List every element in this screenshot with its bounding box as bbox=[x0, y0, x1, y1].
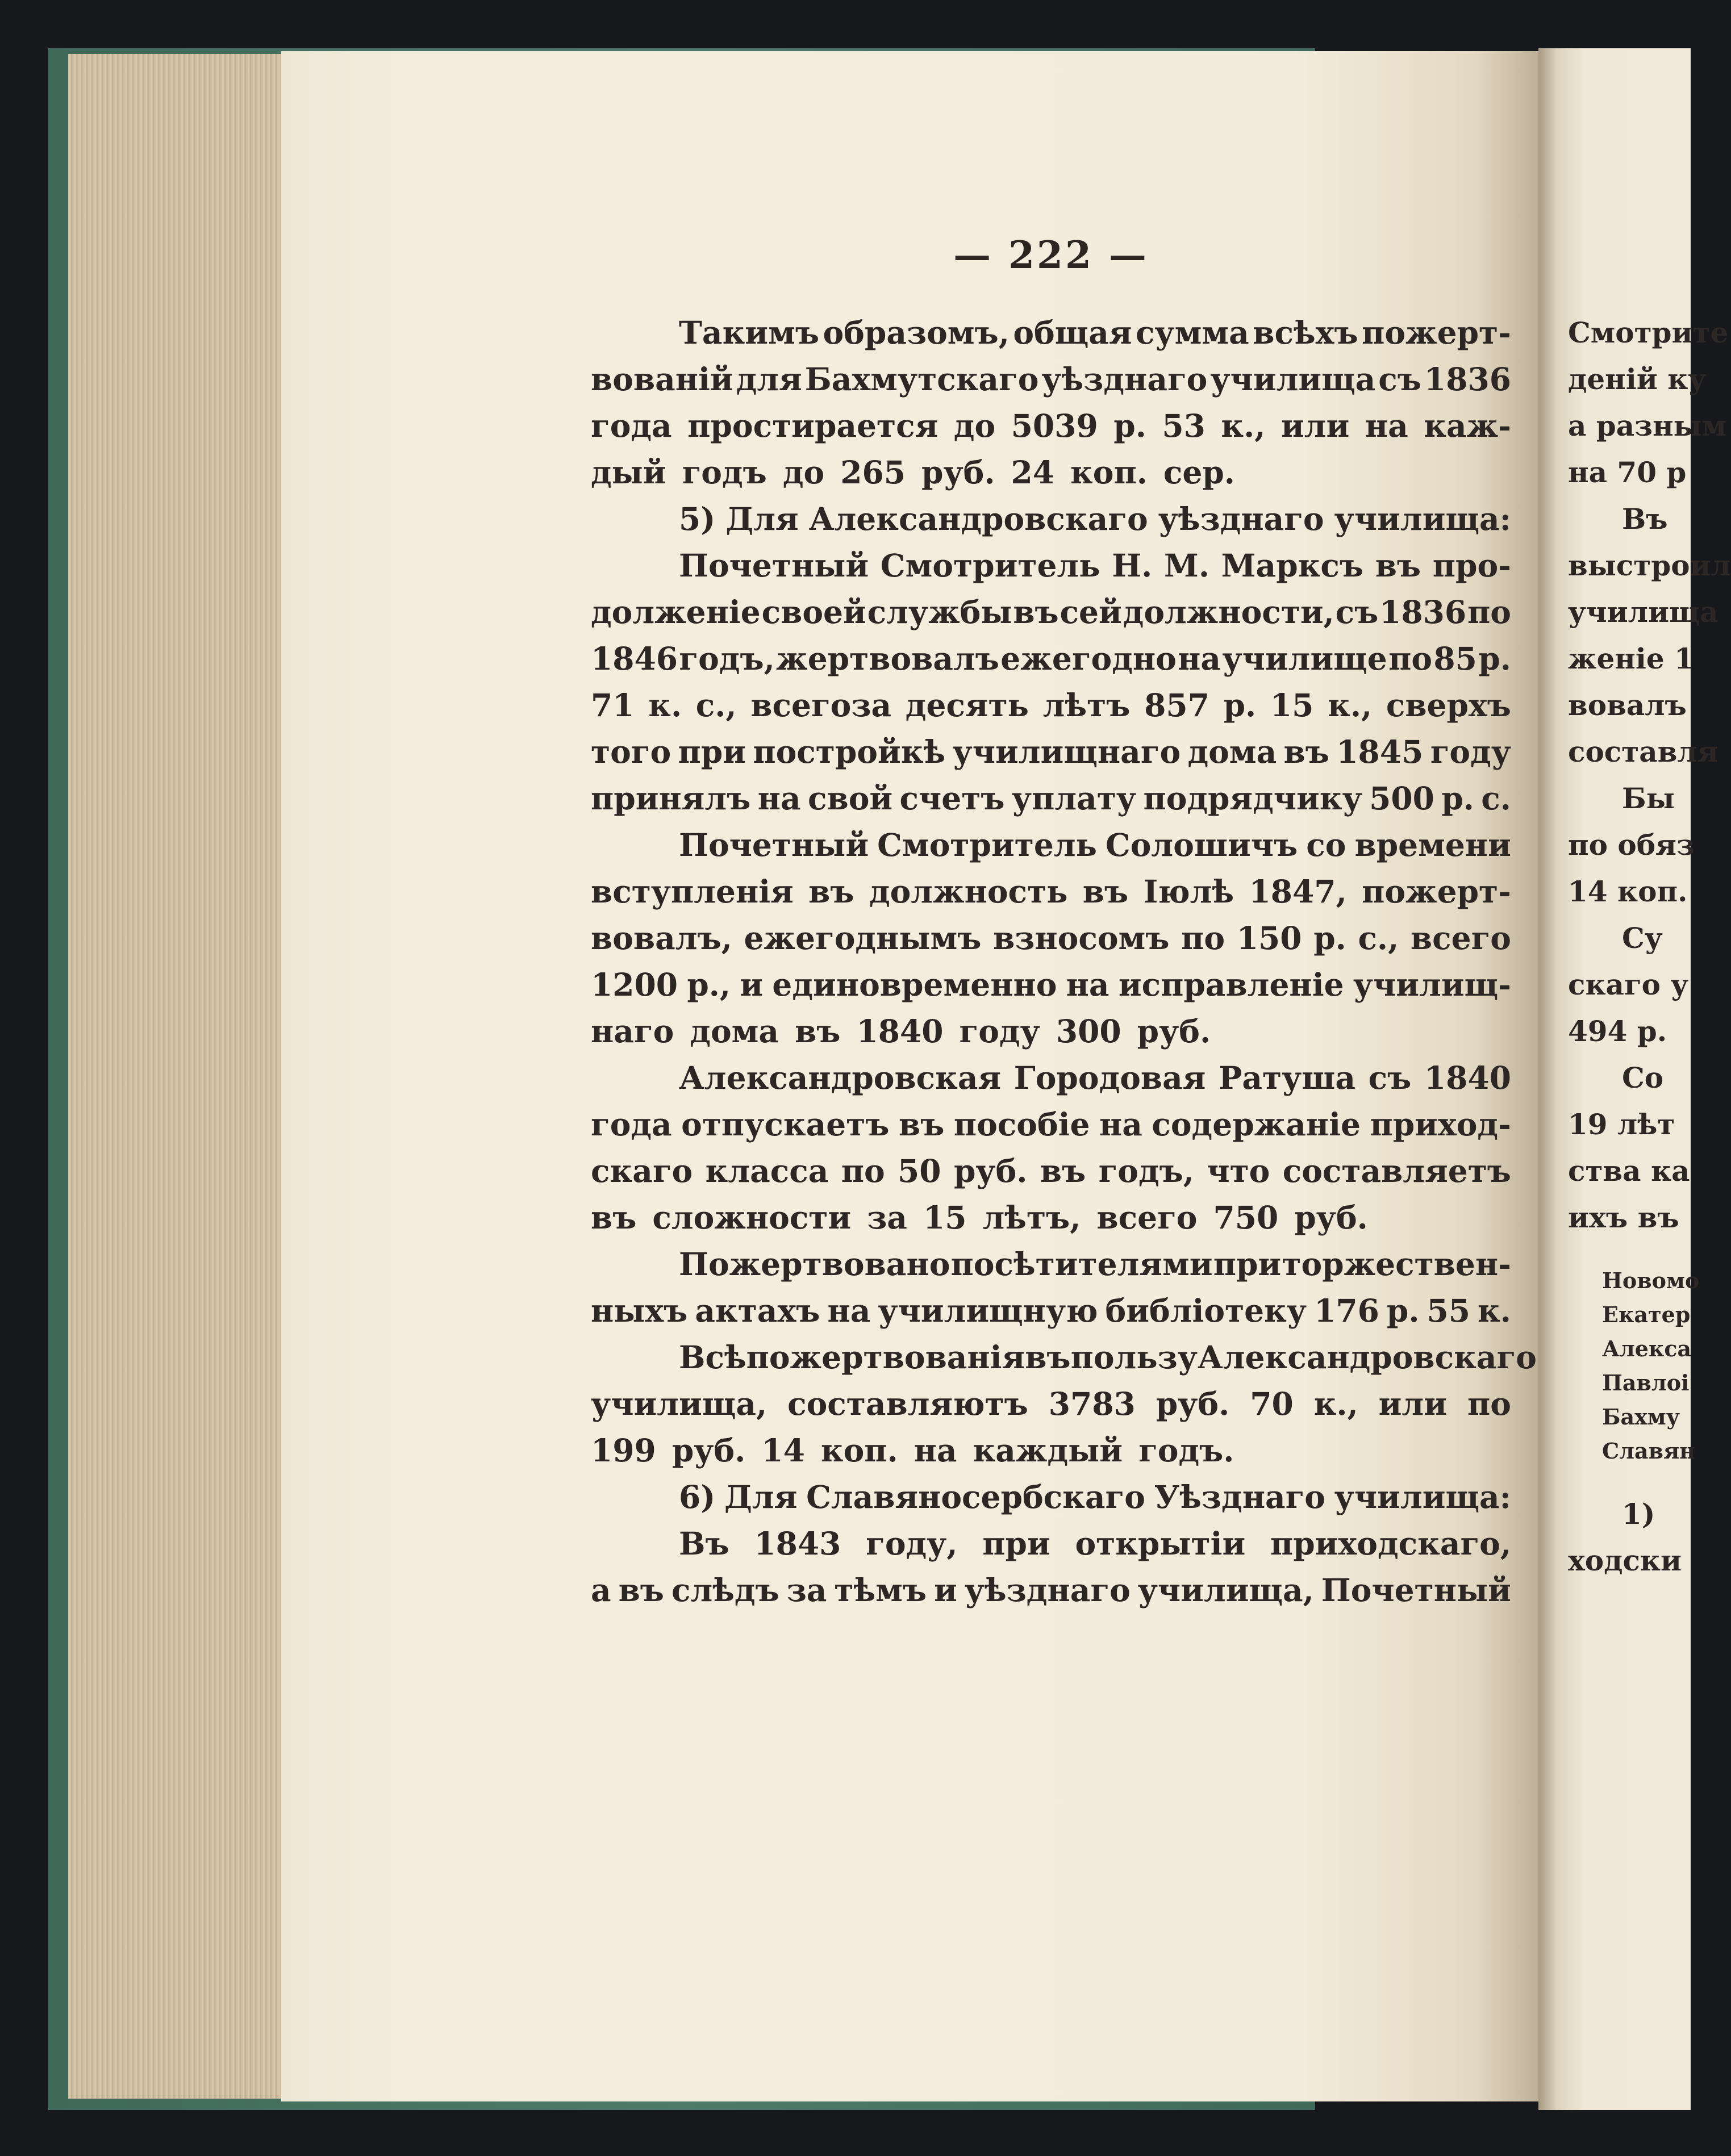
word: Всѣ bbox=[679, 1339, 746, 1376]
word: пожерт- bbox=[1362, 314, 1511, 351]
word: 15 bbox=[1270, 687, 1314, 724]
word: всѣхъ bbox=[1253, 314, 1358, 351]
word: 1200 bbox=[591, 966, 678, 1003]
word: сер. bbox=[1163, 454, 1235, 491]
word: каждый bbox=[973, 1432, 1123, 1469]
word: сей bbox=[1060, 594, 1122, 630]
word: 70 bbox=[1250, 1385, 1294, 1422]
text-line bbox=[591, 1101, 1511, 1148]
word: въ bbox=[1375, 547, 1421, 584]
word: посѣтителями bbox=[950, 1246, 1213, 1282]
word: открытіи bbox=[1075, 1525, 1246, 1562]
word: класса bbox=[705, 1152, 829, 1189]
word: или bbox=[1378, 1385, 1448, 1422]
text-line bbox=[591, 822, 1511, 868]
text-line bbox=[591, 962, 1511, 1008]
word: Александровскаго bbox=[1197, 1339, 1537, 1376]
word: 24 bbox=[1011, 454, 1055, 491]
word: простирается bbox=[687, 407, 939, 444]
word: для bbox=[736, 361, 802, 398]
word: слѣдъ bbox=[671, 1572, 779, 1608]
word: того bbox=[591, 733, 671, 770]
word: 14 bbox=[761, 1432, 805, 1469]
right-page-line: 494 р. bbox=[1568, 1014, 1667, 1048]
word: 857 bbox=[1144, 687, 1209, 724]
word: въ bbox=[1283, 733, 1329, 770]
table-row-label: Новомо bbox=[1602, 1268, 1700, 1293]
text-line bbox=[591, 310, 1511, 356]
table-row-label: Алекса bbox=[1602, 1336, 1692, 1361]
text-line bbox=[591, 915, 1511, 962]
text-line bbox=[591, 1474, 1511, 1520]
word: 750 bbox=[1213, 1199, 1279, 1236]
word: ныхъ bbox=[591, 1292, 688, 1329]
word: Александровская bbox=[679, 1059, 1002, 1096]
word: Славяносербскаго bbox=[806, 1478, 1145, 1515]
word: училища: bbox=[1334, 500, 1511, 537]
word: по bbox=[1388, 640, 1433, 677]
word: на bbox=[1066, 966, 1109, 1003]
word: 1846 bbox=[591, 640, 678, 677]
word: за bbox=[786, 1572, 827, 1608]
word: библіотеку bbox=[1105, 1292, 1307, 1329]
word: Почетный bbox=[679, 547, 869, 584]
text-line bbox=[591, 1148, 1511, 1194]
word: 55 bbox=[1426, 1292, 1471, 1329]
word: Н. bbox=[1112, 547, 1153, 584]
word: М. bbox=[1163, 547, 1210, 584]
word: 176 bbox=[1314, 1292, 1379, 1329]
word: съ bbox=[1335, 594, 1379, 630]
word: р. bbox=[1223, 687, 1257, 724]
page-number: — 222 — bbox=[953, 233, 1149, 277]
word: Городовая bbox=[1013, 1059, 1206, 1096]
word: 5) bbox=[679, 500, 716, 537]
right-page-line: составля bbox=[1568, 735, 1719, 768]
word: руб. bbox=[921, 454, 995, 491]
word: до bbox=[953, 407, 996, 444]
word: вступленія bbox=[591, 873, 794, 910]
word: а bbox=[591, 1572, 611, 1608]
word: и bbox=[934, 1572, 957, 1608]
word: въ bbox=[618, 1572, 664, 1608]
word: въ bbox=[1040, 1152, 1086, 1189]
right-page-line: Со bbox=[1622, 1061, 1664, 1094]
right-page-line: 1) bbox=[1622, 1497, 1655, 1531]
word: уѣзднаго bbox=[964, 1572, 1131, 1608]
word: 3783 bbox=[1048, 1385, 1136, 1422]
right-page-line: по обяз bbox=[1568, 828, 1695, 862]
word: вовалъ, bbox=[591, 920, 732, 956]
word: въ bbox=[1013, 594, 1059, 630]
word: до bbox=[782, 454, 825, 491]
word: Почетный bbox=[679, 826, 869, 863]
word: въ bbox=[591, 1199, 637, 1236]
word: по bbox=[1467, 1385, 1511, 1422]
word: пособіе bbox=[953, 1106, 1090, 1143]
text-line bbox=[591, 729, 1511, 775]
word: 85 bbox=[1433, 640, 1477, 677]
word: десять bbox=[905, 687, 1029, 724]
word: уѣзднаго bbox=[1158, 500, 1324, 537]
word: дома bbox=[1187, 733, 1277, 770]
word: руб. bbox=[1156, 1385, 1230, 1422]
right-page-text bbox=[1568, 310, 1731, 1584]
word: 300 bbox=[1056, 1013, 1121, 1050]
word: при bbox=[678, 733, 746, 770]
word: р. bbox=[1313, 920, 1346, 956]
text-line bbox=[591, 1194, 1511, 1241]
word: всего bbox=[1096, 1199, 1198, 1236]
word: что bbox=[1207, 1152, 1270, 1189]
word: училищную bbox=[878, 1292, 1098, 1329]
word: въ bbox=[808, 873, 854, 910]
word: с., bbox=[695, 687, 737, 724]
right-page-line: ходски bbox=[1568, 1544, 1682, 1577]
text-line bbox=[591, 682, 1511, 729]
word: училища, bbox=[591, 1385, 768, 1422]
word: образомъ, bbox=[823, 314, 1010, 351]
text-line bbox=[591, 356, 1511, 403]
word: съ bbox=[1378, 361, 1421, 398]
word: года bbox=[591, 1106, 672, 1143]
word: на bbox=[1099, 1106, 1142, 1143]
table-row-label: Павлоі bbox=[1602, 1370, 1690, 1395]
word: руб. bbox=[671, 1432, 746, 1469]
word: въ bbox=[1025, 1339, 1071, 1376]
word: вованій bbox=[591, 361, 733, 398]
word: училища, bbox=[1137, 1572, 1314, 1608]
word: про- bbox=[1432, 547, 1511, 584]
word: общая bbox=[1013, 314, 1132, 351]
right-page-line: Въ bbox=[1622, 502, 1668, 536]
word: постройкѣ bbox=[753, 733, 946, 770]
word: коп. bbox=[1070, 454, 1148, 491]
word: 500 bbox=[1369, 780, 1434, 817]
right-page-line: 19 лѣт bbox=[1568, 1108, 1675, 1141]
word: к. bbox=[648, 687, 682, 724]
right-page-line: училища bbox=[1568, 595, 1719, 629]
word: составляютъ bbox=[787, 1385, 1028, 1422]
word: руб. bbox=[1294, 1199, 1368, 1236]
word: 1840 bbox=[856, 1013, 944, 1050]
table-row-label: Славян bbox=[1602, 1438, 1695, 1464]
word: р. bbox=[1113, 407, 1146, 444]
word: на bbox=[914, 1432, 957, 1469]
word: 15 bbox=[923, 1199, 967, 1236]
word: сверхъ bbox=[1386, 687, 1511, 724]
word: на bbox=[827, 1292, 871, 1329]
word: ежегодно bbox=[1000, 640, 1177, 677]
text-line bbox=[591, 868, 1511, 915]
word: въ bbox=[898, 1106, 945, 1143]
word: р. bbox=[1441, 780, 1474, 817]
word: Ратуша bbox=[1219, 1059, 1356, 1096]
word: при bbox=[1213, 1246, 1282, 1282]
word: р., bbox=[687, 966, 731, 1003]
word: году, bbox=[866, 1525, 958, 1562]
text-line bbox=[591, 496, 1511, 542]
word: пользу bbox=[1070, 1339, 1198, 1376]
word: 50 bbox=[898, 1152, 941, 1189]
text-line bbox=[591, 542, 1511, 589]
word: р. bbox=[1386, 1292, 1420, 1329]
word: с., bbox=[1358, 920, 1399, 956]
word: уѣзднаго bbox=[1041, 361, 1208, 398]
word: всегоза bbox=[750, 687, 892, 724]
word: руб. bbox=[1137, 1013, 1211, 1050]
word: дый bbox=[591, 454, 666, 491]
word: 1840 bbox=[1424, 1059, 1511, 1096]
word: отпускаетъ bbox=[681, 1106, 890, 1143]
word: актахъ bbox=[695, 1292, 820, 1329]
text-line bbox=[591, 1427, 1511, 1474]
word: содержаніе bbox=[1152, 1106, 1361, 1143]
word: года bbox=[591, 407, 672, 444]
word: на bbox=[1365, 407, 1408, 444]
word: взносомъ bbox=[993, 920, 1170, 956]
word: и bbox=[740, 966, 764, 1003]
word: жертвовалъ bbox=[776, 640, 999, 677]
word: единовременно bbox=[772, 966, 1057, 1003]
word: исправленіе bbox=[1118, 966, 1344, 1003]
word: должности, bbox=[1123, 594, 1334, 630]
right-page-line: на 70 р bbox=[1568, 456, 1687, 489]
word: службы bbox=[867, 594, 1012, 630]
text-line bbox=[591, 1520, 1511, 1567]
word: Въ bbox=[679, 1525, 729, 1562]
text-line bbox=[591, 775, 1511, 822]
page-edges bbox=[68, 54, 285, 2099]
word: сумма bbox=[1135, 314, 1249, 351]
text-line bbox=[591, 1381, 1511, 1427]
right-page-line: Су bbox=[1622, 921, 1663, 955]
word: всего bbox=[1410, 920, 1511, 956]
word: каж- bbox=[1424, 407, 1511, 444]
word: 5039 bbox=[1011, 407, 1098, 444]
text-line bbox=[591, 589, 1511, 636]
word: 265 bbox=[840, 454, 906, 491]
word: годъ bbox=[682, 454, 767, 491]
word: въ bbox=[795, 1013, 841, 1050]
word: 1836 bbox=[1424, 361, 1511, 398]
word: р. bbox=[1478, 640, 1511, 677]
right-page-line: скаго у bbox=[1568, 968, 1689, 1001]
text-line bbox=[591, 1008, 1511, 1055]
word: долженіе bbox=[591, 594, 761, 630]
word: Для bbox=[725, 500, 799, 537]
word: Уѣзднаго bbox=[1154, 1478, 1325, 1515]
word: Для bbox=[724, 1478, 798, 1515]
text-line bbox=[591, 1567, 1511, 1614]
word: училищ- bbox=[1353, 966, 1511, 1003]
word: 71 bbox=[591, 687, 635, 724]
word: году bbox=[959, 1013, 1040, 1050]
word: ежегоднымъ bbox=[744, 920, 982, 956]
word: училищнаго bbox=[952, 733, 1181, 770]
word: за bbox=[867, 1199, 907, 1236]
word: 150 bbox=[1236, 920, 1302, 956]
word: скаго bbox=[591, 1152, 693, 1189]
table-row-label: Екатер bbox=[1602, 1302, 1691, 1327]
word: Такимъ bbox=[679, 314, 820, 351]
word: приходскаго, bbox=[1270, 1525, 1511, 1562]
word: лѣтъ, bbox=[982, 1199, 1081, 1236]
word: должность bbox=[869, 873, 1068, 910]
table-row-label: Бахму bbox=[1602, 1404, 1680, 1430]
word: на bbox=[757, 780, 801, 817]
word: пожертвованія bbox=[746, 1339, 1025, 1376]
word: пожерт- bbox=[1362, 873, 1511, 910]
text-line bbox=[591, 1055, 1511, 1101]
word: коп. bbox=[820, 1432, 898, 1469]
word: уплату bbox=[1011, 780, 1137, 817]
text-line bbox=[591, 1288, 1511, 1334]
word: по bbox=[1467, 594, 1511, 630]
word: с. bbox=[1481, 780, 1511, 817]
word: Почетный bbox=[1321, 1572, 1511, 1608]
word: Бахмутскаго bbox=[804, 361, 1039, 398]
word: Марксъ bbox=[1221, 547, 1364, 584]
right-page-line: 14 коп. bbox=[1568, 875, 1688, 908]
word: училища: bbox=[1334, 1478, 1511, 1515]
word: дома bbox=[690, 1013, 779, 1050]
word: подрядчику bbox=[1143, 780, 1362, 817]
word: при bbox=[982, 1525, 1050, 1562]
word: 1843 bbox=[754, 1525, 841, 1562]
right-page-line: Смотрите bbox=[1568, 316, 1729, 349]
word: сложности bbox=[652, 1199, 852, 1236]
word: к. bbox=[1478, 1292, 1511, 1329]
page-text bbox=[591, 310, 1537, 1614]
word: приход- bbox=[1370, 1106, 1511, 1143]
word: Александровскаго bbox=[808, 500, 1148, 537]
right-page-line: деній ку bbox=[1568, 362, 1707, 396]
word: Солошичъ bbox=[1105, 826, 1298, 863]
word: 53 bbox=[1162, 407, 1206, 444]
word: Іюлѣ bbox=[1143, 873, 1234, 910]
word: годъ, bbox=[1098, 1152, 1194, 1189]
word: к., bbox=[1313, 1385, 1358, 1422]
word: лѣтъ bbox=[1042, 687, 1131, 724]
word: по bbox=[1181, 920, 1225, 956]
word: торжествен- bbox=[1282, 1246, 1511, 1282]
word: своей bbox=[761, 594, 866, 630]
right-page-line: ихъ въ bbox=[1568, 1201, 1679, 1234]
word: Смотритель bbox=[877, 826, 1097, 863]
word: 1847, bbox=[1249, 873, 1347, 910]
word: 6) bbox=[679, 1478, 716, 1515]
text-line bbox=[591, 636, 1511, 682]
word: съ bbox=[1368, 1059, 1412, 1096]
word: училища bbox=[1210, 361, 1376, 398]
word: к., bbox=[1221, 407, 1266, 444]
word: 1845 bbox=[1336, 733, 1424, 770]
word: или bbox=[1280, 407, 1350, 444]
text-line bbox=[591, 449, 1511, 496]
word: 199 bbox=[591, 1432, 656, 1469]
word: тѣмъ bbox=[834, 1572, 927, 1608]
right-page-line: ства ка bbox=[1568, 1154, 1690, 1188]
word: на bbox=[1178, 640, 1221, 677]
word: году bbox=[1430, 733, 1511, 770]
word: принялъ bbox=[591, 780, 751, 817]
text-line bbox=[591, 1241, 1511, 1288]
right-page-line: выстроил bbox=[1568, 549, 1731, 582]
word: въ bbox=[1082, 873, 1129, 910]
word: счетъ bbox=[899, 780, 1005, 817]
word: времени bbox=[1354, 826, 1511, 863]
word: составляетъ bbox=[1282, 1152, 1511, 1189]
word: по bbox=[841, 1152, 885, 1189]
right-page-line: женіе 1 bbox=[1568, 642, 1694, 675]
text-line bbox=[591, 1334, 1537, 1381]
word: к., bbox=[1328, 687, 1373, 724]
right-page-line: вовалъ bbox=[1568, 688, 1687, 722]
right-page-line: а разным bbox=[1568, 409, 1727, 442]
word: годъ, bbox=[679, 640, 775, 677]
right-page-line: Бы bbox=[1622, 782, 1675, 815]
word: Пожертвовано bbox=[679, 1246, 950, 1282]
word: наго bbox=[591, 1013, 674, 1050]
word: со bbox=[1306, 826, 1346, 863]
word: 1836 bbox=[1379, 594, 1467, 630]
word: годъ. bbox=[1138, 1432, 1234, 1469]
word: руб. bbox=[953, 1152, 1028, 1189]
text-line bbox=[591, 403, 1511, 449]
word: Смотритель bbox=[880, 547, 1100, 584]
word: училище bbox=[1222, 640, 1387, 677]
word: свой bbox=[808, 780, 893, 817]
